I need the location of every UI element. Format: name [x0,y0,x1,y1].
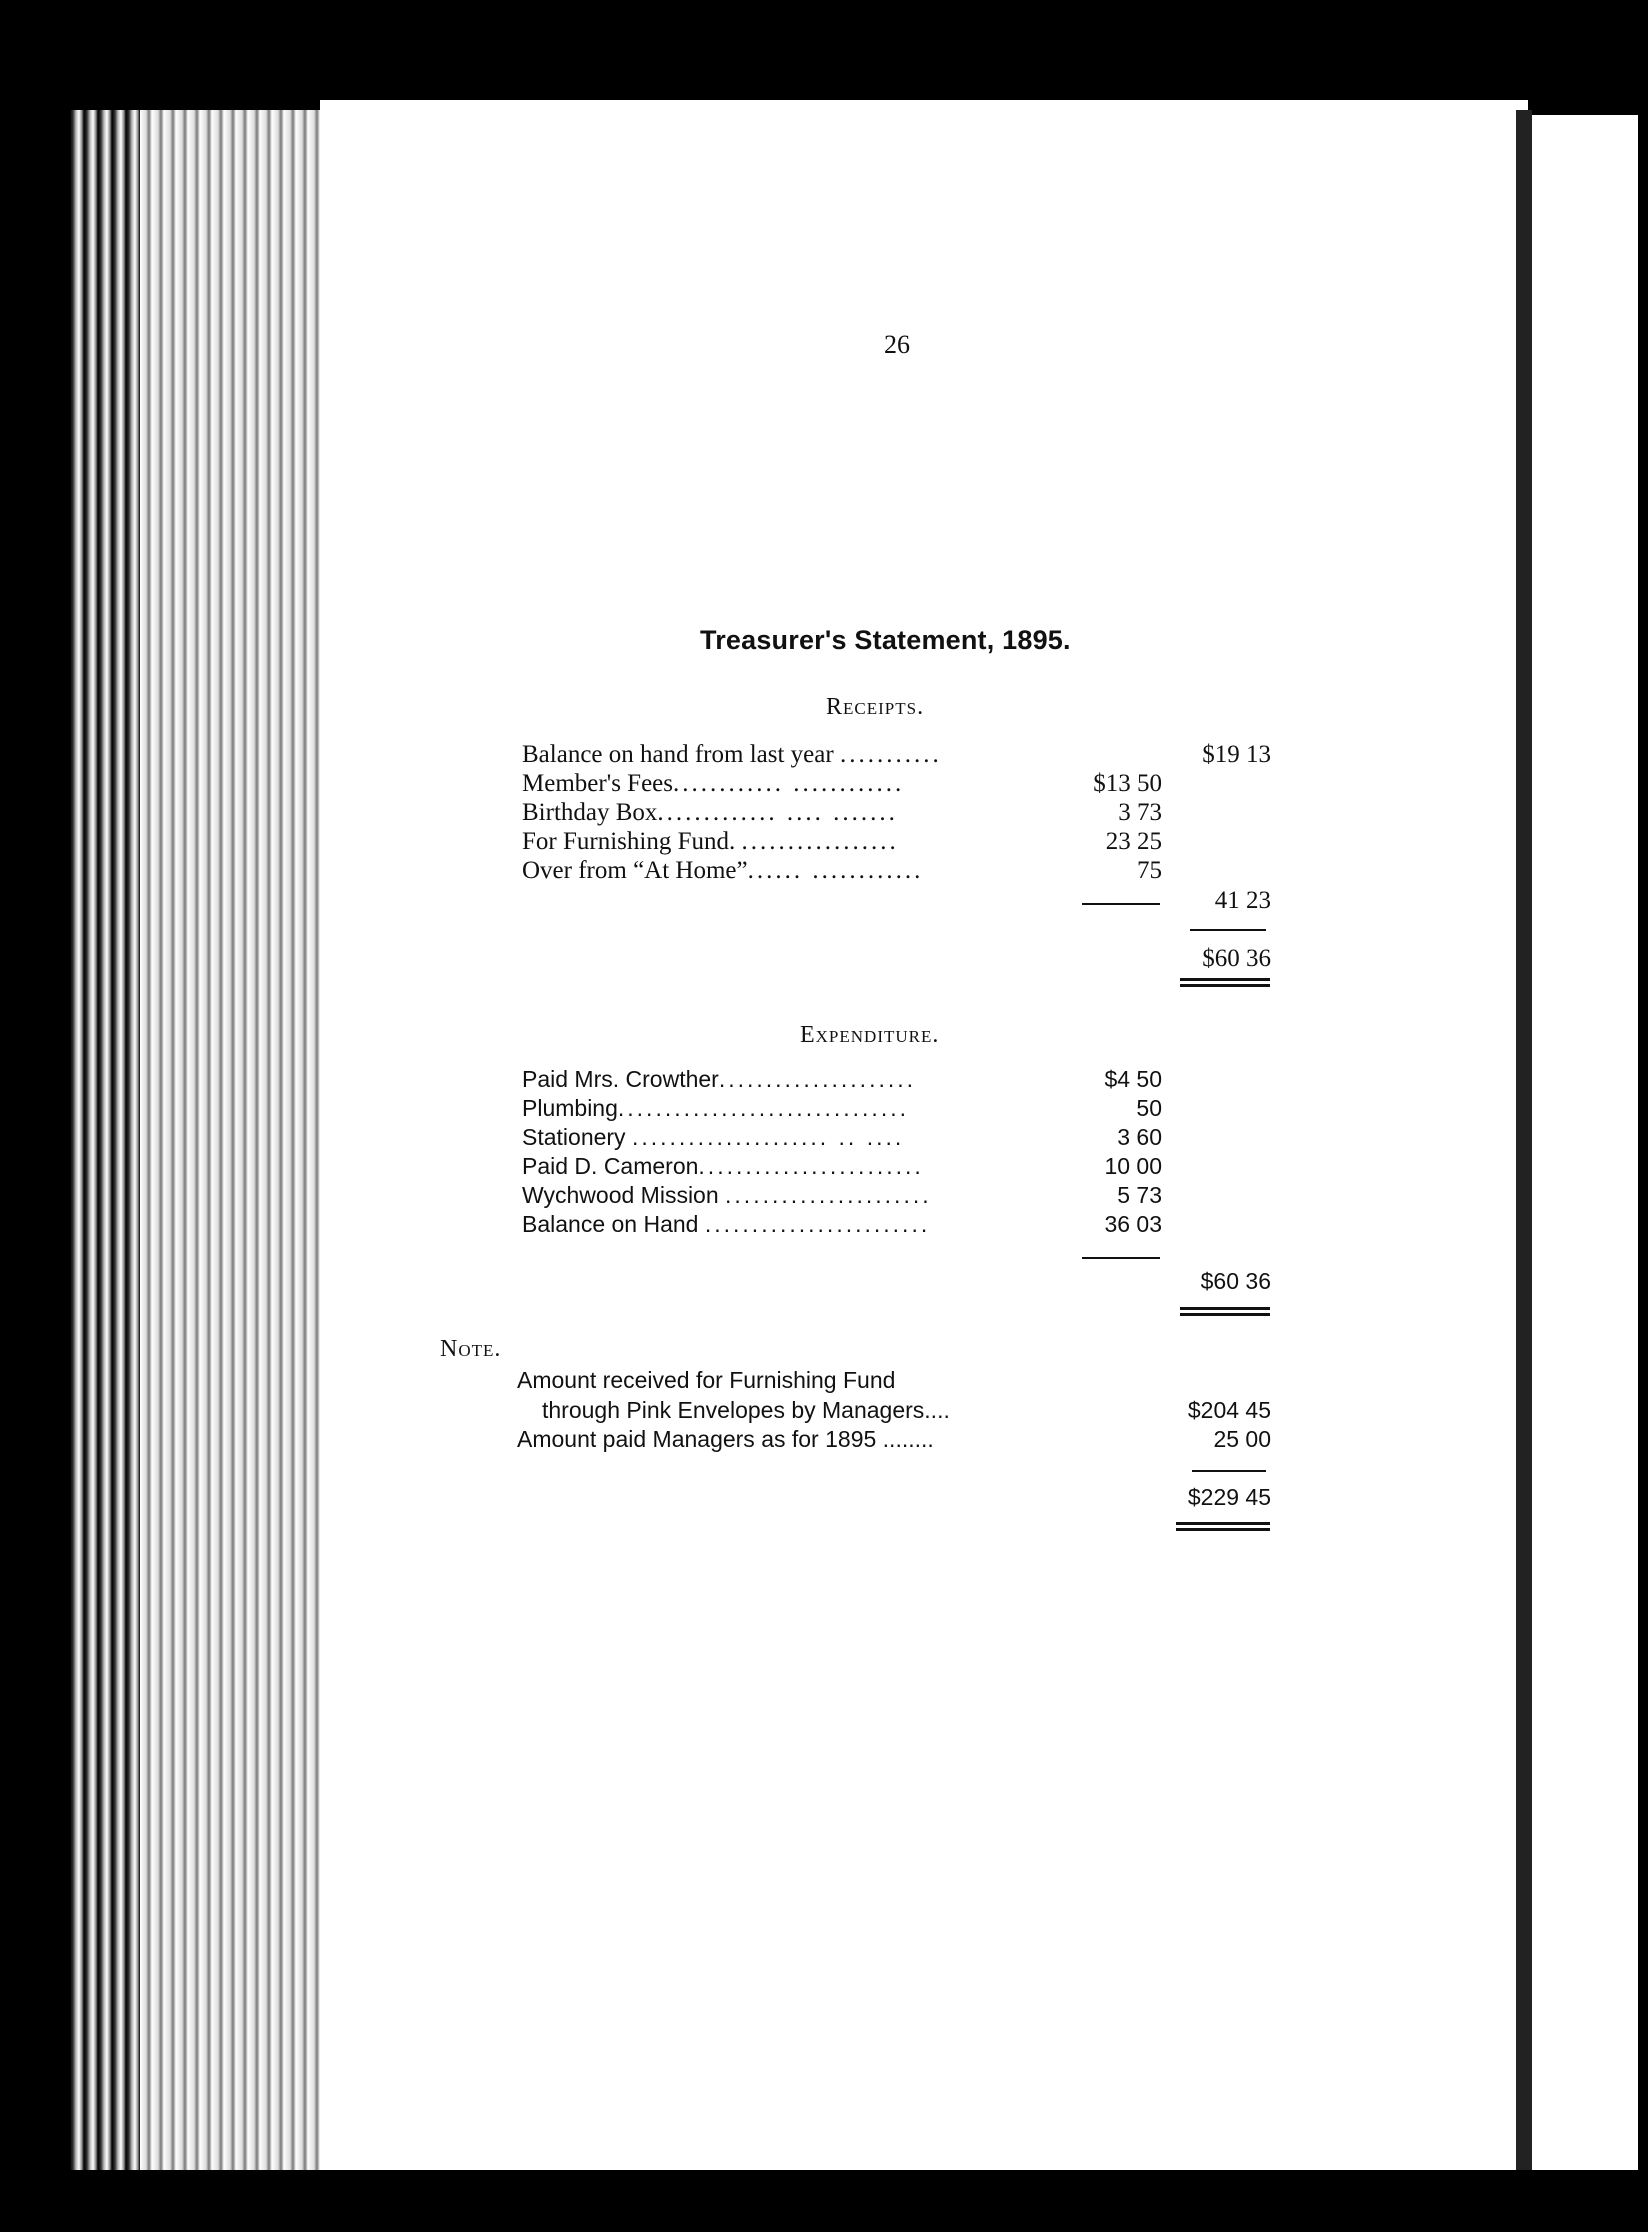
item-amount: 10 00 [1104,1153,1162,1179]
list-item [522,1094,1052,1123]
item-label: Balance on Hand [522,1211,699,1237]
dot-leader: ................. [741,828,899,855]
item-label: Member's Fees [522,770,674,797]
note-heading: Note. [440,1336,502,1362]
item-amount: $4 50 [1104,1066,1162,1092]
item-amount: 23 25 [1105,828,1162,855]
double-rule [1180,1307,1270,1316]
item-label: Plumbing [522,1095,618,1121]
list-item [522,769,1052,798]
item-label: Birthday Box [522,799,658,826]
page-title: Treasurer's Statement, 1895. [700,625,1071,655]
note-amount-1: $204 45 [1187,1397,1271,1423]
expenditure-heading: Expenditure. [800,1022,940,1048]
note-amount-2: 25 00 [1213,1426,1271,1452]
item-amount: $13 50 [1093,770,1162,797]
note-total: $229 45 [1187,1484,1271,1510]
dot-leader: ........................ [698,1153,924,1179]
dot-leader: ...... ............ [747,857,924,884]
book-spine-gutter [1516,110,1532,2170]
dot-leader: ..................... .. .... [631,1124,905,1150]
item-total: $19 13 [1202,741,1271,768]
item-label: Paid Mrs. Crowther [522,1066,719,1092]
sum-rule [1192,1470,1266,1472]
item-label: Wychwood Mission [522,1182,719,1208]
item-amount: 50 [1136,1095,1162,1121]
receipts-total: $60 36 [1202,945,1271,972]
double-rule [1176,1522,1270,1531]
dot-leader: ........... [839,741,942,768]
list-item [522,1065,1052,1094]
item-label: For Furnishing Fund. [522,828,736,855]
item-amount: 3 73 [1118,799,1162,826]
item-label: Paid D. Cameron [522,1153,699,1179]
sum-rule [1082,1257,1160,1259]
sum-rule [1082,903,1160,905]
item-label: Balance on hand from last year [522,741,834,768]
item-amount: 5 73 [1117,1182,1162,1208]
receipts-heading: Receipts. [826,694,925,720]
page-number: 26 [884,330,910,359]
dot-leader: ........................ [704,1211,931,1237]
book-page-edges-inner [140,110,330,2170]
note-line-3: Amount paid Managers as for 1895 ........ [517,1426,934,1452]
list-item [522,856,1052,885]
list-item [522,827,1052,856]
item-amount: 75 [1137,857,1162,884]
dot-leader: ............. .... ....... [657,799,898,826]
list-item [522,1152,1052,1181]
item-label: Stationery [522,1124,626,1150]
list-item [522,740,1052,769]
note-line-2: through Pink Envelopes by Managers.... [542,1397,950,1423]
sum-rule [1190,929,1266,931]
facing-page [1532,115,1638,2170]
list-item [522,1210,1052,1239]
double-rule [1180,978,1270,987]
list-item [522,798,1052,827]
item-amount: 36 03 [1104,1211,1162,1237]
dot-leader: ............ ............ [673,770,905,797]
list-item [522,1181,1052,1210]
receipts-subtotal: 41 23 [1214,887,1271,914]
list-item [522,1123,1052,1152]
note-line-1: Amount received for Furnishing Fund [517,1367,896,1393]
expenditure-total: $60 36 [1200,1268,1271,1294]
item-label: Over from “At Home” [522,857,748,884]
dot-leader: ...................... [725,1182,932,1208]
item-amount: 3 60 [1117,1124,1162,1150]
dot-leader: ..................... [718,1066,917,1092]
dot-leader: ............................... [617,1095,909,1121]
